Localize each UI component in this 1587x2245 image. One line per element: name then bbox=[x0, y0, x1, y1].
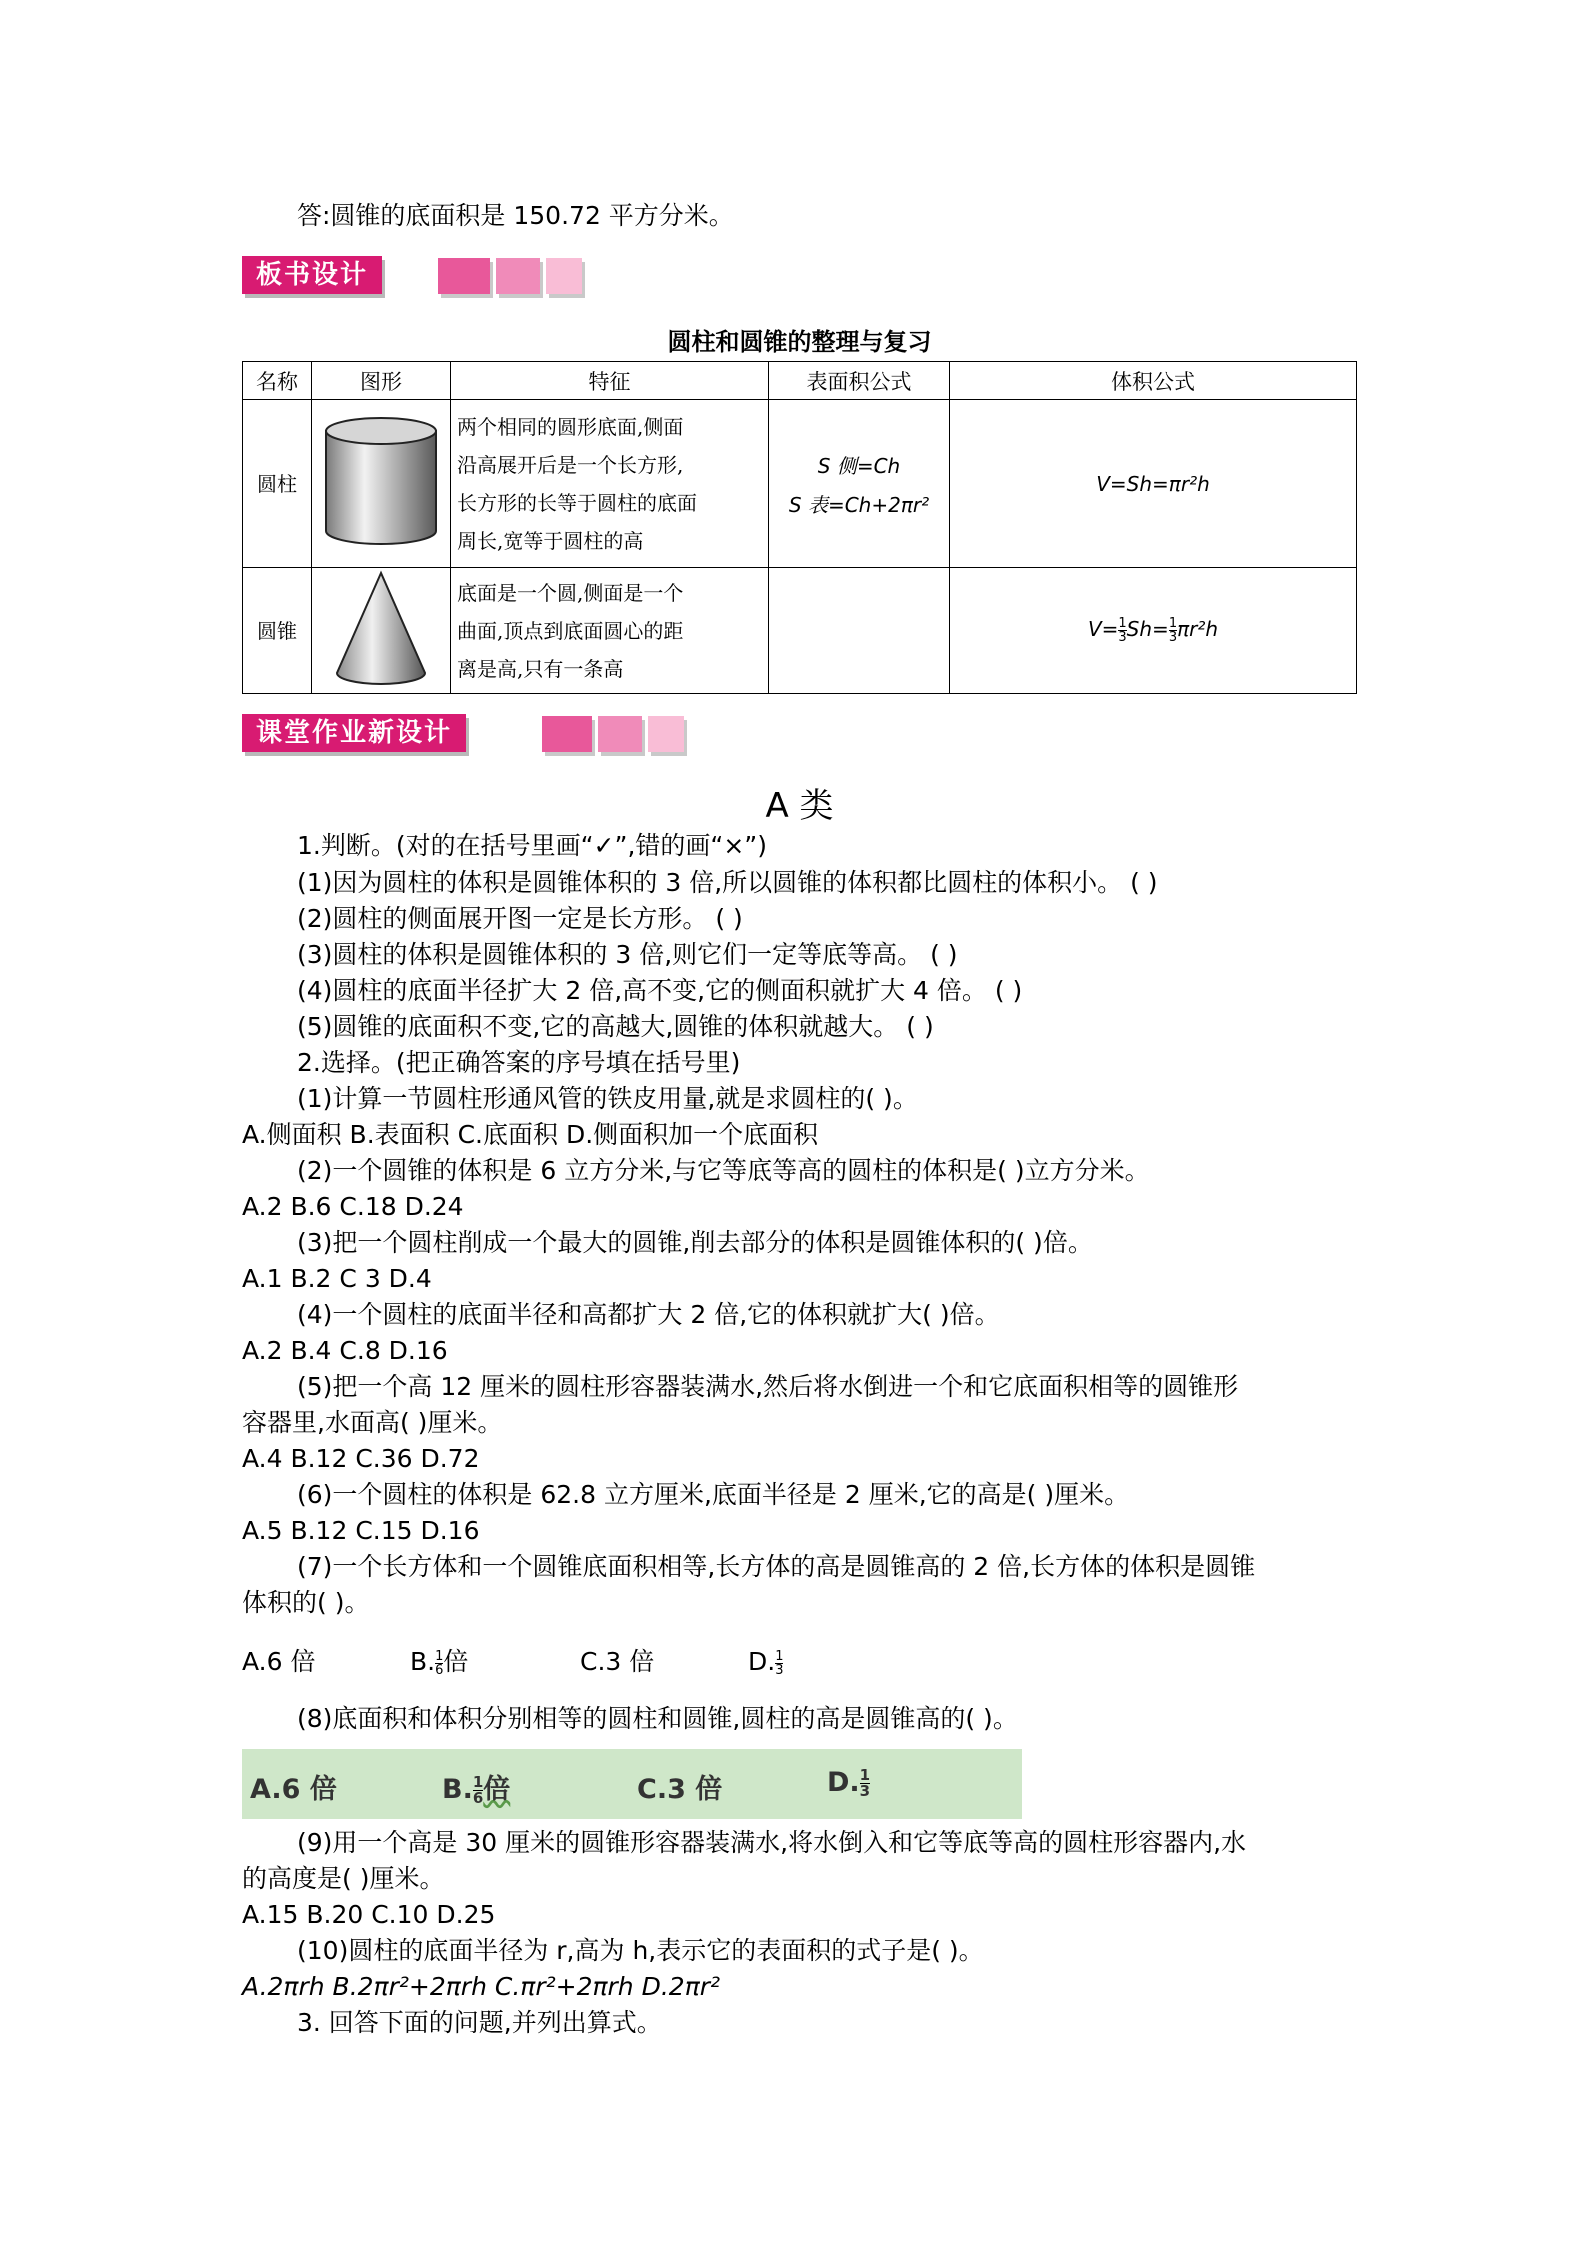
fraction-denominator: 3 bbox=[859, 1782, 871, 1800]
row-name: 圆锥 bbox=[243, 568, 312, 694]
fraction-numerator: 1 bbox=[472, 1773, 484, 1791]
cone-surface-empty bbox=[769, 568, 950, 694]
table-title: 圆柱和圆锥的整理与复习 bbox=[667, 328, 932, 356]
cone-volume-suffix: πr²h bbox=[1177, 617, 1219, 641]
lateral-area-formula: S 侧=Ch bbox=[817, 453, 901, 478]
option-suffix: 倍 bbox=[483, 1774, 511, 1805]
question-line: (1)因为圆柱的体积是圆锥体积的 3 倍,所以圆锥的体积都比圆柱的体积小。 ( ) bbox=[297, 868, 1158, 897]
header-features: 特征 bbox=[451, 362, 769, 400]
banner-square bbox=[546, 258, 582, 294]
cone-cell bbox=[312, 568, 451, 694]
option-line: A.2 B.4 C.8 D.16 bbox=[242, 1336, 448, 1365]
q7-option-a: A.6 倍 bbox=[242, 1647, 316, 1676]
feature-line: 长方形的长等于圆柱的底面 bbox=[457, 490, 697, 515]
surface-area-formula: S 表=Ch+2πr² bbox=[788, 492, 930, 517]
q7-option-b bbox=[410, 1646, 468, 1678]
question-line: (6)一个圆柱的体积是 62.8 立方厘米,底面半径是 2 厘米,它的高是( )厘米。 bbox=[297, 1480, 1130, 1509]
feature-line: 曲面,顶点到底面圆心的距 bbox=[457, 618, 684, 643]
cone-icon bbox=[331, 568, 431, 688]
cylinder-icon bbox=[318, 411, 444, 551]
fraction-one-third bbox=[1118, 617, 1126, 644]
option-prefix: D. bbox=[748, 1647, 776, 1676]
summary-table bbox=[242, 361, 1357, 694]
question-line: (5)把一个高 12 厘米的圆柱形容器装满水,然后将水倒进一个和它底面积相等的圆锥形 bbox=[297, 1372, 1239, 1401]
feature-line: 周长,宽等于圆柱的高 bbox=[457, 528, 644, 553]
fraction-numerator: 1 bbox=[859, 1766, 871, 1784]
fraction-denominator: 3 bbox=[1118, 630, 1127, 645]
feature-line: 底面是一个圆,侧面是一个 bbox=[457, 580, 684, 605]
banner-square bbox=[496, 258, 540, 294]
question-line: 2.选择。(把正确答案的序号填在括号里) bbox=[297, 1048, 741, 1077]
option-line: A.15 B.20 C.10 D.25 bbox=[242, 1900, 496, 1929]
fraction-numerator: 1 bbox=[1168, 616, 1178, 631]
question-line: (10)圆柱的底面半径为 r,高为 h,表示它的表面积的式子是( )。 bbox=[297, 1936, 984, 1965]
cylinder-volume: V=Sh=πr²h bbox=[950, 400, 1357, 568]
question-line: 的高度是( )厘米。 bbox=[242, 1864, 445, 1893]
question-line: 体积的( )。 bbox=[242, 1588, 370, 1617]
option-prefix: D. bbox=[827, 1767, 860, 1798]
fraction bbox=[473, 1775, 483, 1806]
question-line: (2)圆柱的侧面展开图一定是长方形。 ( ) bbox=[297, 904, 743, 933]
banner-square bbox=[542, 716, 592, 752]
cone-volume-prefix: V= bbox=[1087, 617, 1119, 641]
banner-square bbox=[438, 258, 490, 294]
board-design-banner bbox=[242, 256, 602, 298]
option-prefix: B. bbox=[410, 1647, 436, 1676]
cone-volume bbox=[950, 568, 1357, 694]
question-line: 1.判断。(对的在括号里画“✓”,错的画“×”) bbox=[297, 831, 768, 860]
fraction-denominator: 3 bbox=[1168, 630, 1178, 645]
q8-option-b bbox=[442, 1767, 510, 1806]
question-line: 3. 回答下面的问题,并列出算式。 bbox=[297, 2008, 662, 2037]
question-line: (8)底面积和体积分别相等的圆柱和圆锥,圆柱的高是圆锥高的( )。 bbox=[297, 1704, 1018, 1733]
question-line: (5)圆锥的底面积不变,它的高越大,圆锥的体积就越大。 ( ) bbox=[297, 1012, 934, 1041]
option-line: A.侧面积 B.表面积 C.底面积 D.侧面积加一个底面积 bbox=[242, 1120, 819, 1149]
question-line: (2)一个圆锥的体积是 6 立方分米,与它等底等高的圆柱的体积是( )立方分米。 bbox=[297, 1156, 1150, 1185]
fraction-numerator: 1 bbox=[435, 1648, 444, 1664]
section-title: A 类 bbox=[765, 786, 834, 826]
banner-label: 板书设计 bbox=[242, 256, 382, 294]
fraction-numerator: 1 bbox=[775, 1648, 784, 1664]
row-name: 圆柱 bbox=[243, 400, 312, 568]
banner-square bbox=[648, 716, 684, 752]
option-line: A.2 B.6 C.18 D.24 bbox=[242, 1192, 464, 1221]
q8-options-highlight bbox=[242, 1749, 1022, 1819]
banner-square bbox=[598, 716, 642, 752]
q7-option-d bbox=[748, 1646, 783, 1678]
fraction bbox=[775, 1650, 783, 1677]
question-line: (4)圆柱的底面半径扩大 2 倍,高不变,它的侧面积就扩大 4 倍。 ( ) bbox=[297, 976, 1023, 1005]
header-shape: 图形 bbox=[312, 362, 451, 400]
question-line: (3)圆柱的体积是圆锥体积的 3 倍,则它们一定等底等高。 ( ) bbox=[297, 940, 958, 969]
cone-features bbox=[451, 568, 769, 694]
q8-option-d bbox=[827, 1767, 870, 1799]
option-suffix: 倍 bbox=[443, 1647, 469, 1676]
fraction bbox=[860, 1768, 870, 1799]
feature-line: 离是高,只有一条高 bbox=[457, 656, 624, 681]
cylinder-cell bbox=[312, 400, 451, 568]
classwork-banner bbox=[242, 714, 702, 756]
option-line: A.5 B.12 C.15 D.16 bbox=[242, 1516, 480, 1545]
question-line: (3)把一个圆柱削成一个最大的圆锥,削去部分的体积是圆锥体积的( )倍。 bbox=[297, 1228, 1093, 1257]
answer-line: 答:圆锥的底面积是 150.72 平方分米。 bbox=[297, 201, 734, 230]
fraction-denominator: 3 bbox=[775, 1662, 784, 1678]
option-line: A.2πrh B.2πr²+2πrh C.πr²+2πrh D.2πr² bbox=[242, 1972, 721, 2001]
option-line: A.4 B.12 C.36 D.72 bbox=[242, 1444, 480, 1473]
question-line: 容器里,水面高( )厘米。 bbox=[242, 1408, 503, 1437]
fraction-denominator: 6 bbox=[472, 1789, 484, 1807]
question-line: (1)计算一节圆柱形通风管的铁皮用量,就是求圆柱的( )。 bbox=[297, 1084, 918, 1113]
option-prefix: B. bbox=[442, 1774, 473, 1805]
q7-option-c: C.3 倍 bbox=[580, 1647, 655, 1676]
cylinder-surface bbox=[769, 400, 950, 568]
question-line: (9)用一个高是 30 厘米的圆锥形容器装满水,将水倒入和它等底等高的圆柱形容器内,水 bbox=[297, 1828, 1247, 1857]
fraction-numerator: 1 bbox=[1118, 616, 1127, 631]
header-volume: 体积公式 bbox=[950, 362, 1357, 400]
banner-label: 课堂作业新设计 bbox=[242, 714, 466, 752]
table-row bbox=[243, 568, 1357, 694]
cylinder-features bbox=[451, 400, 769, 568]
feature-line: 沿高展开后是一个长方形, bbox=[457, 452, 684, 477]
option-line: A.1 B.2 C 3 D.4 bbox=[242, 1264, 432, 1293]
q8-option-a: A.6 倍 bbox=[250, 1774, 337, 1805]
question-line: (4)一个圆柱的底面半径和高都扩大 2 倍,它的体积就扩大( )倍。 bbox=[297, 1300, 1000, 1329]
header-name: 名称 bbox=[243, 362, 312, 400]
fraction-one-third bbox=[1169, 617, 1177, 644]
feature-line: 两个相同的圆形底面,侧面 bbox=[457, 414, 684, 439]
fraction-denominator: 6 bbox=[435, 1662, 444, 1678]
q8-option-c: C.3 倍 bbox=[637, 1774, 723, 1805]
table-header-row bbox=[243, 362, 1357, 400]
question-line: (7)一个长方体和一个圆锥底面积相等,长方体的高是圆锥高的 2 倍,长方体的体积是圆锥 bbox=[297, 1552, 1256, 1581]
table-row bbox=[243, 400, 1357, 568]
cone-volume-mid: Sh= bbox=[1126, 617, 1169, 641]
header-surface: 表面积公式 bbox=[769, 362, 950, 400]
